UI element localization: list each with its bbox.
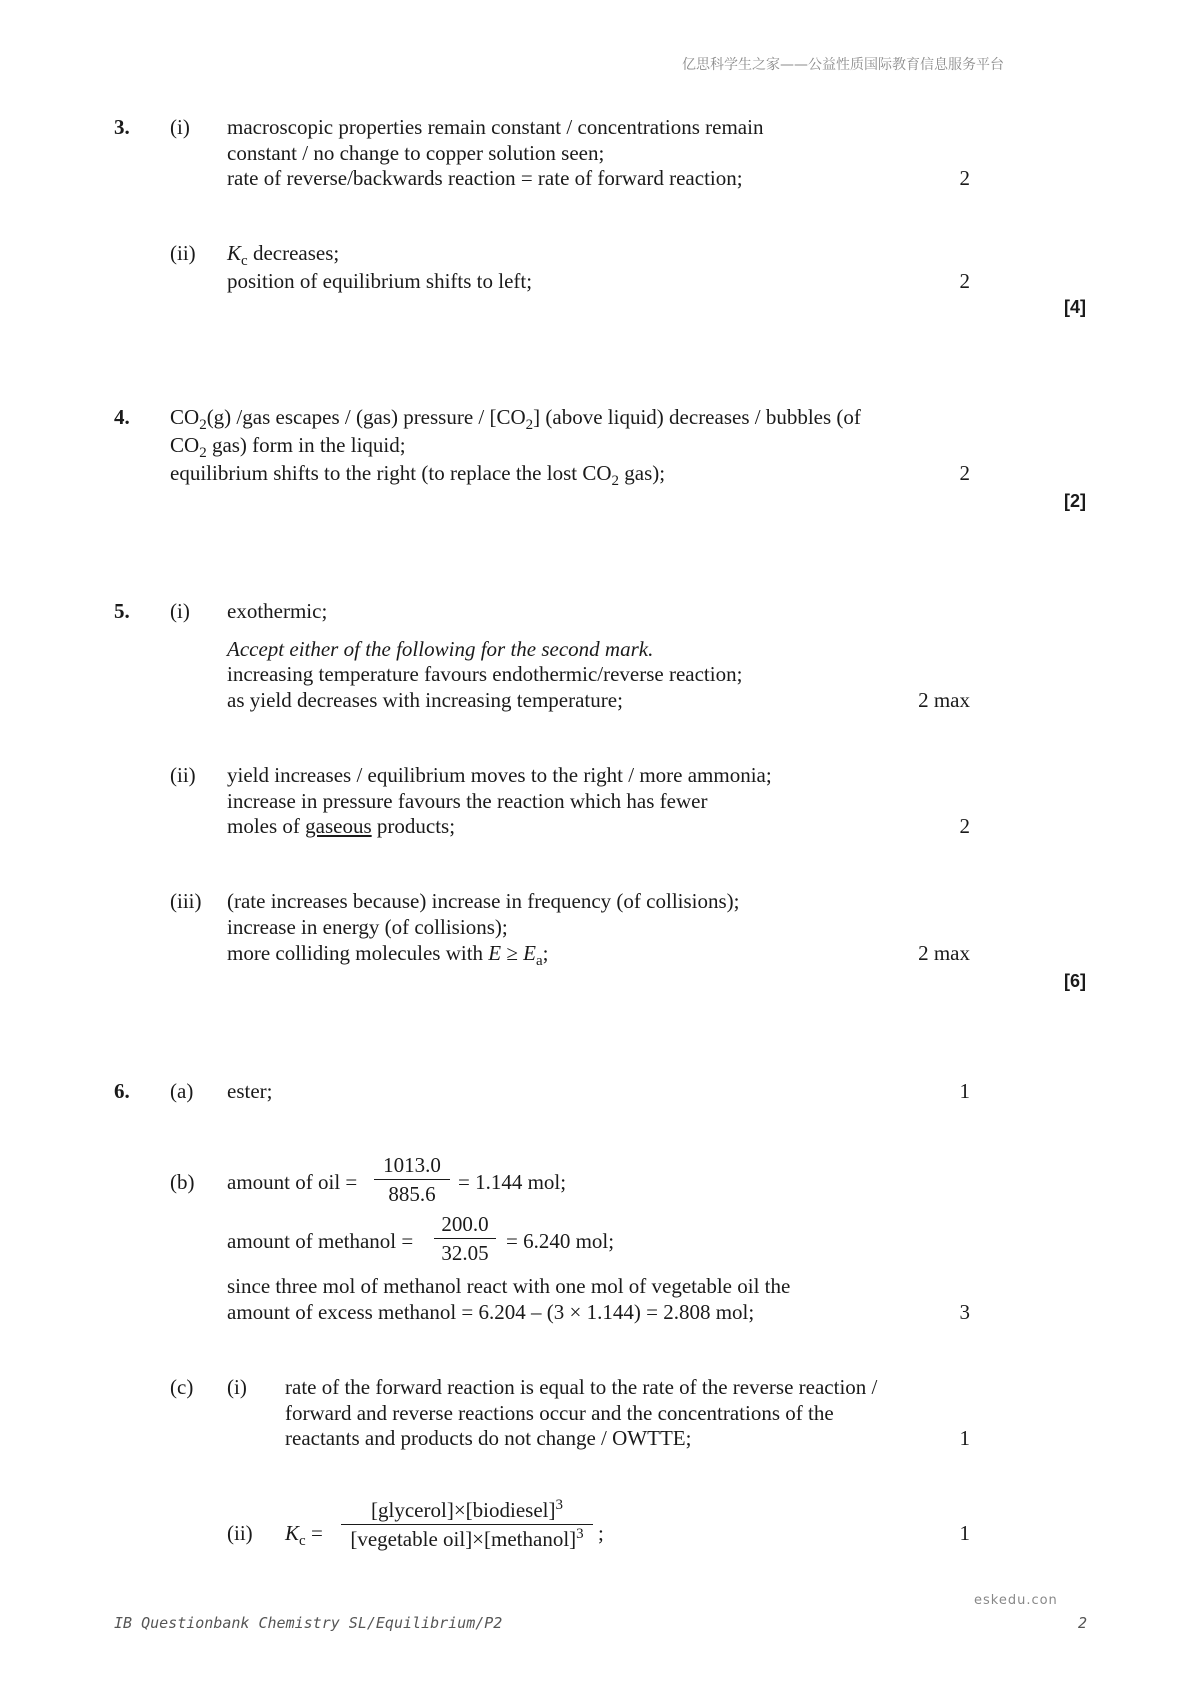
- marks: 1: [959, 1521, 970, 1545]
- answer-line: (rate increases because) increase in frequency (of collisions);: [227, 889, 740, 913]
- marks: 2 max: [918, 688, 970, 712]
- answer-text: gas) form in the liquid;: [206, 433, 406, 457]
- answer-line: [170, 460, 666, 490]
- subscript: 2: [525, 417, 534, 434]
- marks: 2: [959, 166, 970, 190]
- superscript: 3: [576, 1526, 584, 1542]
- answer-line: [170, 432, 406, 462]
- answer-line: amount of excess methanol = 6.204 – (3 × 1.144) = 2.808 mol;: [227, 1300, 755, 1324]
- answer-text: ] (above liquid) decreases / bubbles (of: [533, 405, 861, 429]
- answer-line: macroscopic properties remain constant / concentrations remain: [227, 115, 764, 139]
- part-label: (b): [170, 1170, 195, 1194]
- underlined-keyword: gaseous: [305, 814, 372, 838]
- numerator: [341, 1496, 593, 1524]
- comparison-symbol: ≥: [501, 941, 524, 965]
- denominator-text: [vegetable oil]×[methanol]: [350, 1527, 577, 1551]
- answer-text: amount of oil =: [227, 1170, 358, 1194]
- superscript: 3: [555, 1497, 563, 1513]
- answer-line: [227, 940, 549, 970]
- marks: 3: [959, 1300, 970, 1324]
- answer-text: CO: [170, 405, 200, 429]
- part-label: (i): [170, 115, 190, 139]
- part-label: (i): [170, 599, 190, 623]
- watermark: eskedu.con: [974, 1593, 1058, 1608]
- marks: 1: [959, 1079, 970, 1103]
- question-total: [4]: [1064, 297, 1086, 317]
- answer-line: yield increases / equilibrium moves to the right / more ammonia;: [227, 763, 772, 787]
- marks: 2: [959, 461, 970, 485]
- site-header: 亿思科学生之家——公益性质国际教育信息服务平台: [682, 57, 1004, 73]
- answer-text: CO: [170, 433, 200, 457]
- footer-source: IB Questionbank Chemistry SL/Equilibrium/P2: [114, 1614, 503, 1632]
- answer-line: [227, 813, 455, 839]
- kc-expression-lhs: [285, 1520, 323, 1550]
- answer-text: gas);: [619, 461, 666, 485]
- question-number: 5.: [114, 599, 130, 623]
- answer-text: equilibrium shifts to the right (to replace the lost CO: [170, 461, 612, 485]
- answer-line: [170, 404, 861, 434]
- subscript: 2: [611, 473, 620, 490]
- subscript: 2: [199, 445, 207, 462]
- answer-line: position of equilibrium shifts to left;: [227, 269, 533, 293]
- answer-text: (g) /gas escapes / (gas) pressure / [CO: [206, 405, 526, 429]
- question-number: 4.: [114, 405, 130, 429]
- answer-line: as yield decreases with increasing temperature;: [227, 688, 623, 712]
- activation-energy-symbol: E: [523, 941, 536, 965]
- answer-line: forward and reverse reactions occur and the concentrations of the: [285, 1401, 834, 1425]
- answer-line: constant / no change to copper solution seen;: [227, 141, 605, 165]
- answer-text: moles of: [227, 814, 306, 838]
- marks: 2 max: [918, 941, 970, 965]
- answer-text: ;: [542, 941, 549, 965]
- k-subscript: c: [299, 1533, 306, 1550]
- answer-text: products;: [371, 814, 456, 838]
- answer-line: increase in energy (of collisions);: [227, 915, 508, 939]
- answer-text: ;: [598, 1521, 604, 1545]
- subpart-label: (ii): [227, 1521, 253, 1545]
- denominator: 32.05: [441, 1241, 489, 1265]
- denominator: 885.6: [388, 1182, 436, 1206]
- subscript: 2: [199, 417, 207, 434]
- part-label: (ii): [170, 241, 196, 265]
- part-label: (ii): [170, 763, 196, 787]
- k-symbol: K: [227, 241, 242, 265]
- k-symbol: K: [285, 1521, 300, 1545]
- marks: 2: [959, 814, 970, 838]
- answer-line: rate of the forward reaction is equal to the rate of the reverse reaction /: [285, 1375, 878, 1399]
- answer-line: since three mol of methanol react with one mol of vegetable oil the: [227, 1274, 791, 1298]
- part-label: (a): [170, 1079, 194, 1103]
- question-total: [2]: [1064, 491, 1086, 511]
- question-number: 6.: [114, 1079, 130, 1103]
- marks: 1: [959, 1426, 970, 1450]
- fraction-methanol: [434, 1210, 496, 1267]
- numerator: 1013.0: [383, 1153, 441, 1177]
- question-number: 3.: [114, 115, 130, 139]
- fraction-kc: [341, 1496, 593, 1553]
- answer-text: more colliding molecules with: [227, 941, 489, 965]
- part-label: (iii): [170, 889, 202, 913]
- denominator: [341, 1525, 593, 1553]
- answer-line: ester;: [227, 1079, 273, 1103]
- marking-note: Accept either of the following for the second mark.: [227, 637, 654, 661]
- subpart-label: (i): [227, 1375, 247, 1399]
- subscript: a: [535, 953, 543, 970]
- answer-text: decreases;: [247, 241, 340, 265]
- fraction-oil: [374, 1151, 450, 1208]
- numerator: 200.0: [441, 1212, 489, 1236]
- answer-line: increasing temperature favours endothermic/reverse reaction;: [227, 662, 743, 686]
- answer-text: = 6.240 mol;: [506, 1229, 615, 1253]
- answer-line: [227, 240, 340, 270]
- question-total: [6]: [1064, 971, 1086, 991]
- answer-line: reactants and products do not change / OWTTE;: [285, 1426, 692, 1450]
- answer-line: exothermic;: [227, 599, 328, 623]
- answer-text: = 1.144 mol;: [458, 1170, 567, 1194]
- marks: 2: [959, 269, 970, 293]
- page-number: 2: [1078, 1614, 1088, 1632]
- energy-symbol: E: [488, 941, 502, 965]
- k-subscript: c: [241, 253, 248, 270]
- part-label: (c): [170, 1375, 194, 1399]
- answer-line: rate of reverse/backwards reaction = rate of forward reaction;: [227, 166, 743, 190]
- numerator-text: [glycerol]×[biodiesel]: [371, 1498, 556, 1522]
- answer-line: increase in pressure favours the reaction which has fewer: [227, 789, 708, 813]
- answer-text: amount of methanol =: [227, 1229, 414, 1253]
- equals: =: [305, 1521, 323, 1545]
